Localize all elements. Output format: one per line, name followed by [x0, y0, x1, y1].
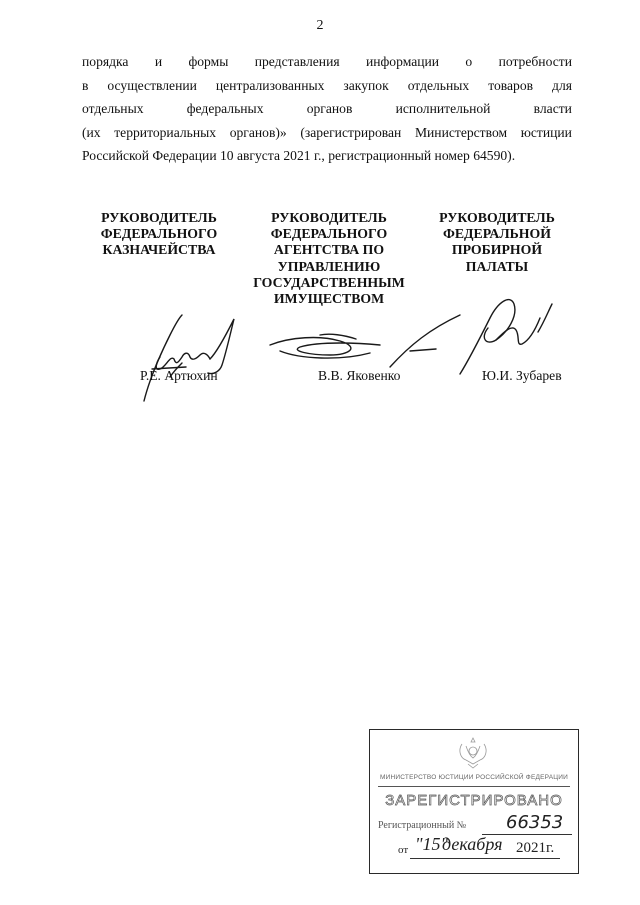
title-line: РУКОВОДИТЕЛЬ [271, 210, 387, 225]
word: органов [306, 101, 353, 116]
signature-zubarev [450, 288, 560, 378]
word: федеральных [186, 101, 264, 116]
signatory-title-treasury [74, 210, 244, 259]
word: формы [188, 54, 229, 69]
word: централизованных [215, 77, 325, 93]
stamp-day: "15" [415, 834, 449, 854]
title-line: РУКОВОДИТЕЛЬ [101, 210, 217, 225]
signature-artyukhin [130, 305, 250, 405]
title-line: ФЕДЕРАЛЬНОГО [270, 226, 388, 242]
word: (их [82, 124, 101, 140]
title-line: ГОСУДАРСТВЕННЫМ [253, 274, 405, 290]
stamp-reg-label: Регистрационный № [378, 820, 467, 831]
title-line: АГЕНТСТВА ПО [273, 242, 385, 258]
word: Российской Федерации 10 августа 2021 г., регистрационный номер 64590). [82, 148, 516, 163]
title-line: КАЗНАЧЕЙСТВА [102, 242, 216, 258]
body-line [82, 121, 572, 145]
coat-of-arms-icon [454, 734, 492, 770]
signatory-name: Р.Е. Артюхин [140, 368, 218, 383]
stamp-ministry: МИНИСТЕРСТВО ЮСТИЦИИ РОССИЙСКОЙ ФЕДЕРАЦИИ [379, 774, 569, 781]
stamp-month: декабря [442, 834, 503, 854]
stamp-registered: ЗАРЕГИСТРИРОВАНО [385, 792, 563, 809]
word: представления [254, 54, 340, 69]
signatory-name: В.В. Яковенко [318, 368, 401, 383]
signatory-name: Ю.И. Зубарев [482, 368, 562, 383]
body-line [82, 74, 572, 98]
title-line: ПРОБИРНОЙ [451, 242, 543, 258]
word: Министерством [414, 124, 508, 140]
title-line: РУКОВОДИТЕЛЬ [439, 210, 555, 225]
stamp-reg-number: 66353 [506, 812, 564, 833]
stamp-year: 2021г. [516, 840, 555, 856]
word: и [154, 54, 163, 69]
registration-stamp [369, 729, 579, 874]
date-underline [410, 858, 560, 859]
title-line: ИМУЩЕСТВОМ [273, 291, 385, 307]
word: отдельных [407, 77, 470, 93]
word: потребности [498, 54, 572, 69]
word: закупок [343, 77, 389, 93]
title-line: ПАЛАТЫ [465, 258, 529, 274]
stamp-divider [378, 786, 570, 787]
title-line: ФЕДЕРАЛЬНОГО [100, 226, 218, 242]
signatory-title-assay-chamber [412, 210, 582, 275]
stamp-date-prefix: от [398, 844, 409, 856]
page-number: 2 [316, 18, 324, 33]
title-line: ФЕДЕРАЛЬНОЙ [443, 226, 551, 242]
word: юстиции [520, 124, 572, 140]
word: информации [365, 54, 440, 69]
title-line: УПРАВЛЕНИЮ [277, 258, 381, 274]
word: власти [533, 101, 572, 116]
body-line [82, 97, 572, 121]
word: в [82, 77, 89, 93]
word: территориальных [114, 124, 217, 140]
word: товаров [488, 77, 534, 93]
word: отдельных [82, 101, 144, 116]
body-line [82, 144, 572, 168]
signatory-title-property-agency [244, 210, 414, 307]
word: для [552, 77, 572, 93]
word: порядка [82, 54, 129, 69]
word: (зарегистрирован [300, 124, 402, 140]
word: органов)» [229, 124, 287, 140]
word: о [465, 54, 473, 69]
body-text [82, 50, 572, 168]
body-line [82, 50, 572, 74]
word: осуществлении [107, 77, 197, 93]
word: исполнительной [395, 101, 491, 116]
